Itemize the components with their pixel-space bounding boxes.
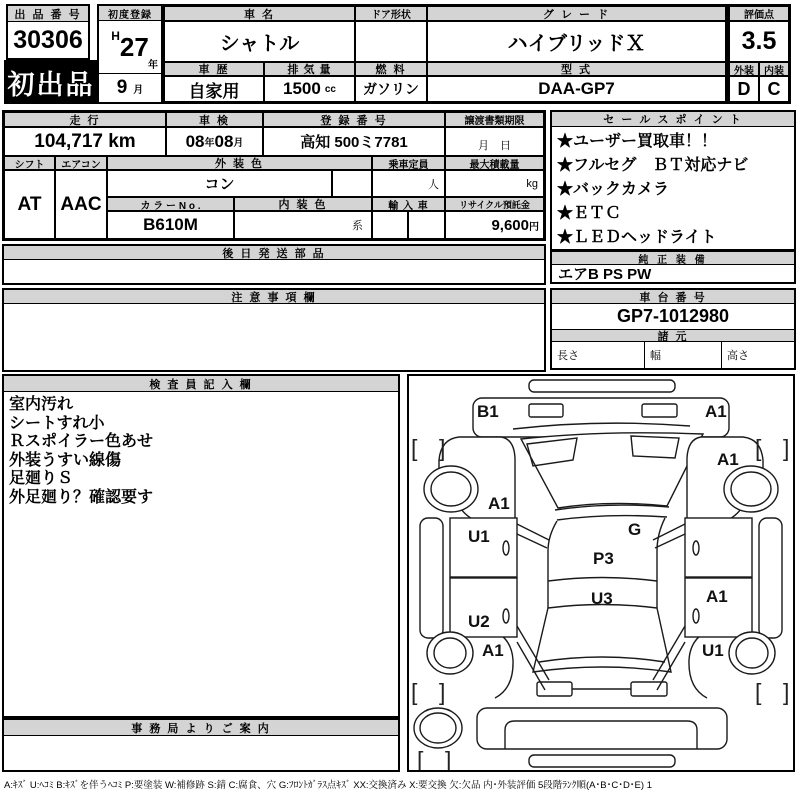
door-handle [693,609,699,623]
lot-number: 30306 [8,21,88,58]
rear-gate-panel [473,398,729,437]
color-no-value: B610M [107,211,234,239]
transfer-docs-label: 譲渡書類期限 [445,112,544,127]
glass-bottom-arc2 [557,516,667,520]
color-no-label: カ ラ ー N o . [107,197,234,211]
svg-text:[: [ [411,679,418,705]
damage-label-a1-fender-left: A1 [488,494,510,513]
oem-equipment-label: 純 正 装 備 [552,252,794,265]
inspection-month-unit: 月 [233,138,244,149]
month-value: 9 [116,77,128,98]
inspection-month: 08 [214,131,234,151]
sales-point-item: ★フルセグ ＢＴ対応ナビ [557,157,749,174]
vehicle-table [162,4,728,104]
max-load-value: kg [445,170,544,197]
wheel-rear-left [424,466,478,512]
oem-equipment-box [550,250,796,284]
reg-number-value: 高知 500ミ7781 [263,127,445,156]
import-cell-1 [372,211,408,239]
sales-point-item: ★ＬＥＤヘッドライト [557,229,717,246]
svg-text:]: ] [783,435,790,461]
fuel-label: 燃 料 [355,62,427,76]
svg-text:]: ] [445,747,452,770]
inspector-note: シートすれ小 [9,414,105,432]
era-year: 27 [119,31,149,62]
sill-right [759,518,782,638]
damage-diagram-box [407,374,795,772]
svg-text:]: ] [439,435,446,461]
max-load-label: 最大積載量 [445,156,544,170]
mileage-label: 走 行 [4,112,166,127]
interior-label: 内装 [759,62,789,76]
sales-point-item: ★バックカメラ [557,181,670,198]
model-code-label: 型 式 [427,62,726,76]
mileage-value: 104,717 km [4,127,166,156]
recycle-unit: 円 [529,221,539,233]
pillar-line [517,524,549,540]
wheel-front-left [427,632,473,674]
pillar-line [653,524,685,540]
sales-point-item: ★ユーザー買取車！！ [557,133,718,150]
door-handle [503,541,509,555]
aircon-label: エアコン [55,156,107,170]
notes-box [2,288,546,372]
legend-text: A:ｷｽﾞ U:ﾍｺﾐ B:ｷｽﾞを伴うﾍｺﾐ P:要塗装 W:補修跡 S:錆 C:腐食、穴 G:ﾌﾛﾝﾄｶﾞﾗｽ点ｷｽﾞ XX:交換済み X:要交換 欠:欠品 内･外装評価 5段階ﾗﾝｸ順(A･B･C･D･E) 1 [4,780,652,791]
grade-label: グ レ ー ド [427,6,726,21]
svg-text:[: [ [417,747,424,770]
year-unit: 年 [148,60,158,71]
inspector-note: 足廻りＳ [9,470,74,487]
office-box [2,718,400,772]
interior-grade: C [759,76,789,102]
rear-lamp-right [642,404,677,417]
first-reg-year [99,21,161,74]
svg-text:]: ] [439,679,446,705]
damage-label-a1-front-left: A1 [482,641,504,660]
inspector-note: Ｒスポイラー色あせ [9,433,154,450]
sill-left [420,518,443,638]
car-top-view-diagram [409,376,793,770]
era-letter: H [111,29,120,43]
later-parts-box [2,244,546,285]
inspector-note: 外足廻り？確認要す [9,488,154,506]
first-reg-label: 初度登録 [99,6,161,21]
inspector-note: 外装うすい線傷 [9,451,122,469]
recycle-value [445,211,544,239]
notes-label: 注 意 事 項 欄 [4,290,544,304]
chassis-label: 車 台 番 号 [552,290,794,304]
svg-text:[: [ [411,435,418,461]
inspection-label: 車 検 [166,112,263,127]
score-value: 3.5 [729,21,789,62]
inspection-year: 08 [185,131,205,151]
chassis-box [550,288,796,370]
door-handle [693,541,699,555]
svg-text:[: [ [755,679,762,705]
reg-number-label: 登 録 番 号 [263,112,445,127]
door-handle [503,609,509,623]
rear-glass [521,433,703,508]
rear-lamp-left [529,404,563,417]
windshield [533,605,671,673]
damage-label-u1-door-left: U1 [468,527,490,546]
import-cell-2 [408,211,445,239]
damage-label-a1-door-right: A1 [706,587,728,606]
damage-label-u1-front-right: U1 [702,641,724,660]
spec-length-label: 長さ [552,342,645,368]
roof-right-edge [657,518,665,608]
damage-label-u2-door-left: U2 [468,612,490,631]
wheel-rear-right [724,466,778,512]
inspection-year-unit: 年 [204,138,215,149]
chassis-value: GP7-1012980 [552,304,794,329]
damage-label-a1-rear-right: A1 [705,402,727,421]
head-lamp-right [631,682,667,696]
office-label: 事 務 局 よ り ご 案 内 [4,720,398,736]
grade-value: ハイブリッドＸ [427,21,726,62]
wheel-front-right [729,632,775,674]
capacity-value: 人 [372,170,445,197]
later-parts-label: 後 日 発 送 部 品 [4,246,544,260]
ext-color-label: 外 装 色 [107,156,372,170]
roof-left-edge [548,521,557,608]
spare-tire [414,708,462,748]
recycle-label: リサイクル預託金 [445,197,544,211]
fuel-value: ガソリン [355,76,427,102]
registration-table [2,110,546,241]
aircon-value: AAC [55,170,107,239]
first-reg-month [99,74,161,102]
lot-label: 出 品 番 号 [8,6,88,21]
month-unit: 月 [133,84,144,96]
first-reg-box [97,4,163,104]
front-bumper [477,708,727,749]
specs-label: 諸 元 [552,329,794,342]
model-code-value: DAA-GP7 [427,76,726,102]
car-name-value: シャトル [164,21,355,62]
door-shape-label: ドア形状 [355,6,427,21]
import-label: 輸 入 車 [372,197,445,211]
svg-text:[: [ [755,435,762,461]
history-label: 車 歴 [164,62,264,76]
sales-points-label: セ ー ル ス ポ イ ン ト [552,112,794,127]
ext-color-extra-cell [332,170,372,197]
door-shape-value [355,21,427,62]
exterior-label: 外装 [729,62,759,76]
damage-label-a1-fender-right: A1 [717,450,739,469]
lot-box [6,4,90,60]
recycle-amount: 9,600 [491,216,529,234]
inspector-label: 検 査 員 記 入 欄 [4,376,398,392]
car-name-label: 車 名 [164,6,355,21]
exterior-grade: D [729,76,759,102]
capacity-label: 乗車定員 [372,156,445,170]
roof-divider-arc [548,578,657,582]
displacement-label: 排 気 量 [264,62,355,76]
displacement-value [264,76,355,102]
displacement-unit: cc [324,83,336,95]
rear-bumper-strip [529,380,675,392]
shift-label: シフト [4,156,55,170]
damage-label-g-glass: G [628,520,642,539]
sales-points-list [552,127,794,249]
int-color-label: 内 装 色 [234,197,372,211]
transfer-docs-value: 月 日 [445,127,544,156]
svg-text:]: ] [783,679,790,705]
damage-label-p3-roof: P3 [593,549,614,568]
inspector-note: 室内汚れ [9,396,74,413]
damage-label-b1: B1 [477,402,499,421]
inspector-box [2,374,400,718]
front-bumper-strip [529,755,675,767]
ext-color-value: コン [107,170,332,197]
int-color-value: 系 [234,211,372,239]
sales-point-item: ★ＥＴＣ [557,205,622,222]
score-label: 評価点 [729,6,789,21]
sales-points-box [550,110,796,251]
score-box [727,4,791,104]
displacement-number: 1500 [283,79,321,98]
first-listing-badge: 初出品 [4,60,98,104]
damage-label-u3-roof: U3 [591,589,613,608]
history-value: 自家用 [164,76,264,102]
shift-value: AT [4,170,55,239]
oem-equipment-value: エアB PS PW [552,265,794,282]
spec-height-label: 高さ [722,342,794,368]
inspection-value [166,127,263,156]
inspector-notes [4,393,398,510]
spec-width-label: 幅 [645,342,722,368]
